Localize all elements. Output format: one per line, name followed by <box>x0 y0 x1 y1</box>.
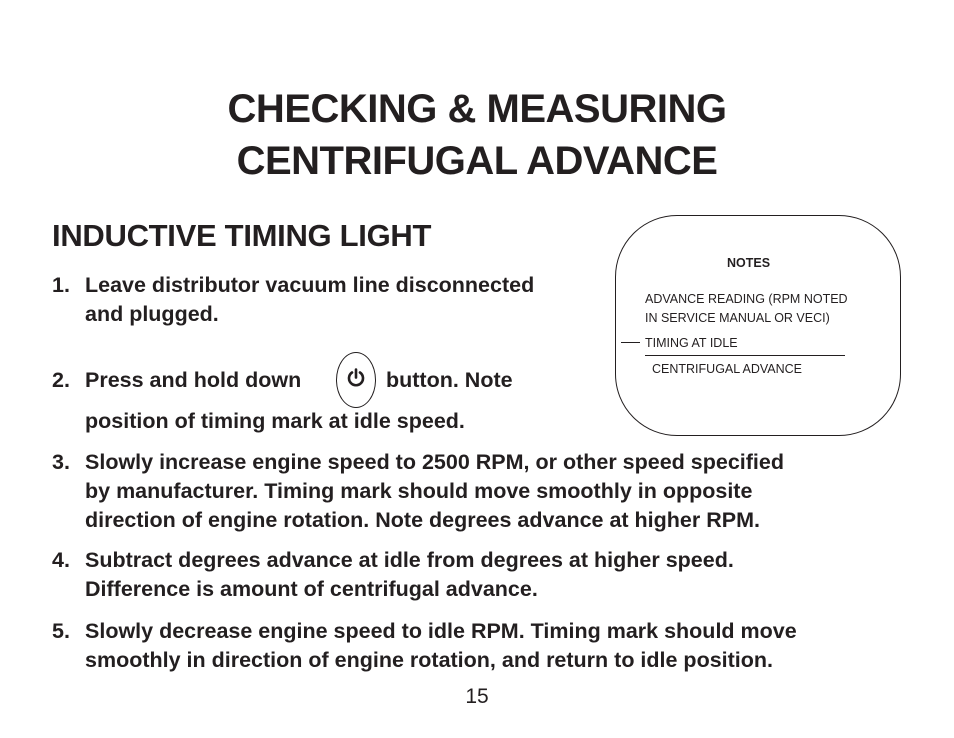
step-number: 2. <box>52 368 70 392</box>
step-line: Press and hold down <box>85 368 302 392</box>
step-number: 3. <box>52 450 70 474</box>
step-line: direction of engine rotation. Note degrees advance at higher RPM. <box>85 508 760 532</box>
page-number: 15 <box>465 685 489 708</box>
step-line: by manufacturer. Timing mark should move smoothly in opposite <box>85 479 753 503</box>
notes-timing-at-idle: TIMING AT IDLE <box>645 336 738 350</box>
notes-subtraction-rule <box>645 355 845 356</box>
step-line: smoothly in direction of engine rotation, and return to idle position. <box>85 648 773 672</box>
step-line: Leave distributor vacuum line disconnected <box>85 273 535 297</box>
page-title-line-2: CENTRIFUGAL ADVANCE <box>236 139 718 183</box>
notes-centrifugal-advance: CENTRIFUGAL ADVANCE <box>652 362 803 376</box>
step-line: Difference is amount of centrifugal advance. <box>85 577 538 601</box>
step-line: button. Note <box>386 368 513 392</box>
step-line: Slowly increase engine speed to 2500 RPM, or other speed specified <box>85 450 784 474</box>
step-number: 4. <box>52 548 70 572</box>
step-number: 1. <box>52 273 70 297</box>
notes-advance-reading-continued: IN SERVICE MANUAL OR VECI) <box>645 311 830 325</box>
step-line: and plugged. <box>85 302 219 326</box>
step-number: 5. <box>52 619 70 643</box>
notes-title: NOTES <box>727 256 771 270</box>
power-icon <box>346 368 366 393</box>
notes-idle-marker <box>621 342 640 343</box>
step-line: Subtract degrees advance at idle from degrees at higher speed. <box>85 548 734 572</box>
notes-advance-reading: ADVANCE READING (RPM NOTED <box>645 292 848 306</box>
step-line: Slowly decrease engine speed to idle RPM. Timing mark should move <box>85 619 797 643</box>
power-button-illustration <box>336 352 376 408</box>
step-2-continued: position of timing mark at idle speed. <box>85 409 465 433</box>
section-heading: INDUCTIVE TIMING LIGHT <box>52 218 432 253</box>
page-title-line-1: CHECKING & MEASURING <box>227 87 727 131</box>
